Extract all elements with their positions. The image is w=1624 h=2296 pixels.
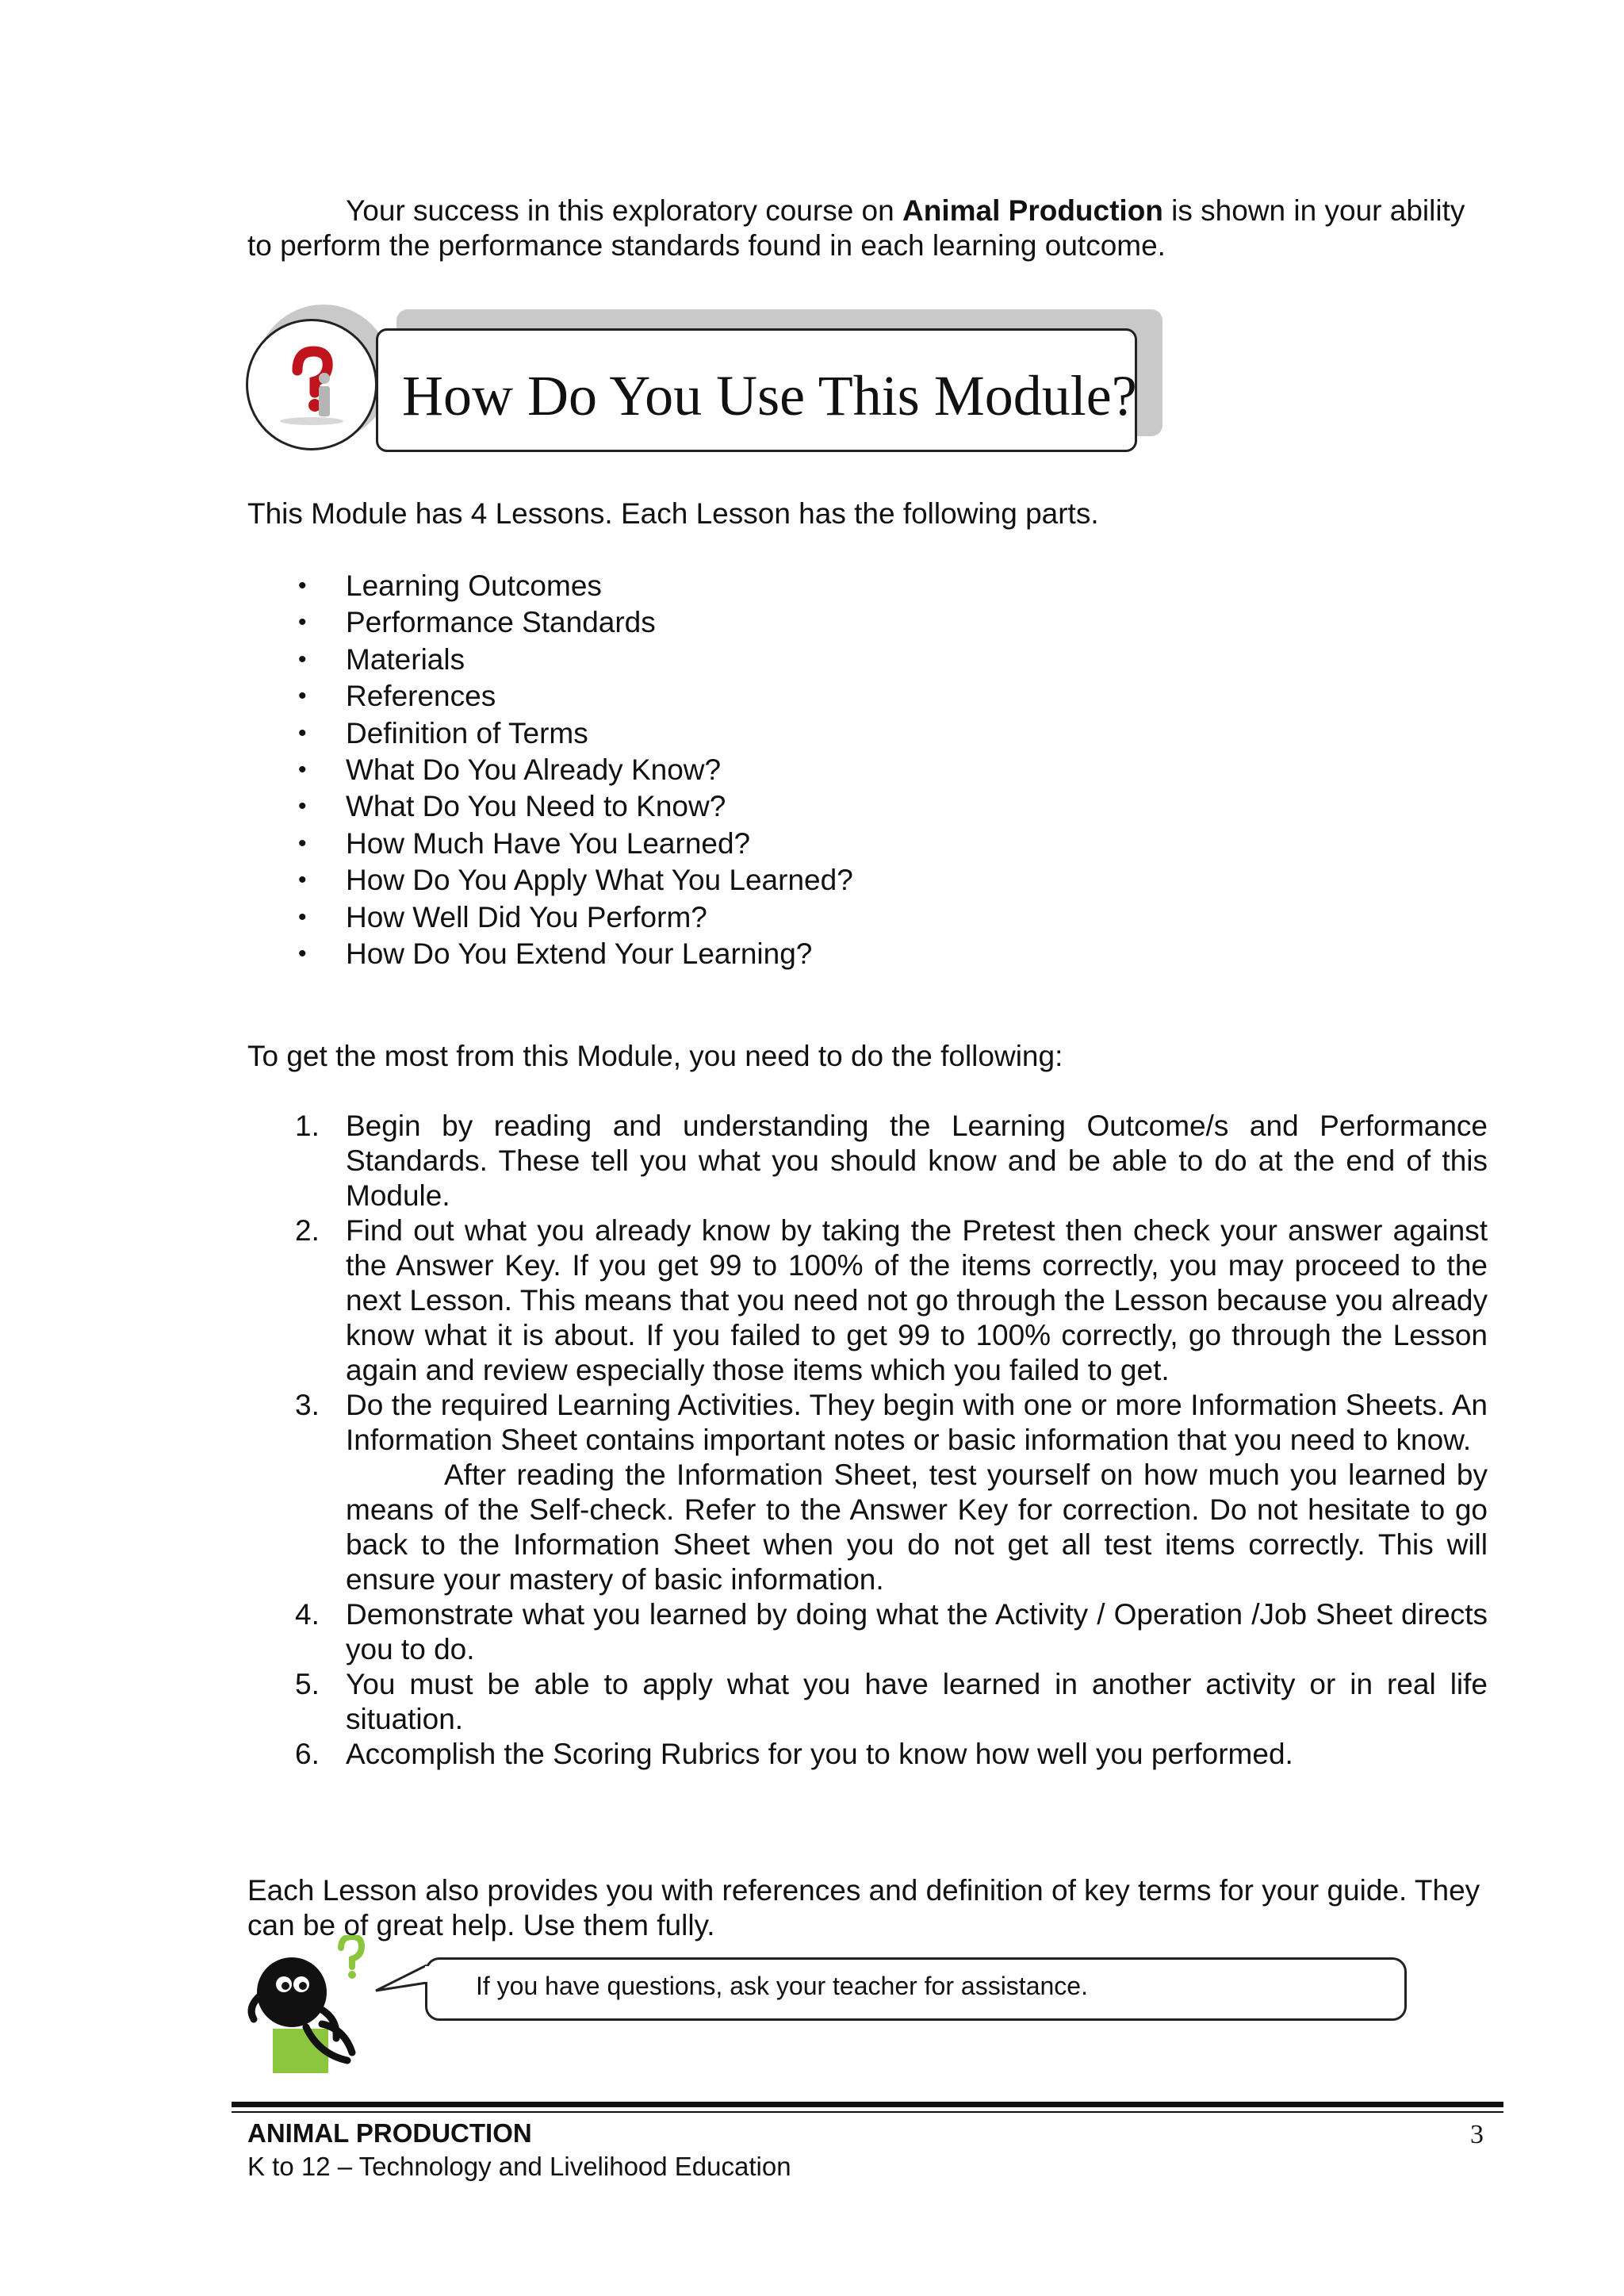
question-mark-figure-icon (248, 321, 375, 448)
list-item: • Definition of Terms (298, 716, 588, 749)
closing-paragraph: Each Lesson also provides you with references and definition of key terms for your guide. They can be of great help. Use them fully. (247, 1874, 1480, 1941)
step-3-continuation: After reading the Information Sheet, test yourself on how much you learned by means of the Self-check. Refer to the Answer Key for correction. Do not hesitate to go back to the Information Sheet when you do not get all test items correctly. This will ensure your mastery of basic information. (346, 1458, 1488, 1596)
list-item: • What Do You Need to Know? (298, 790, 726, 823)
step-item: 6. Accomplish the Scoring Rubrics for you to know how well you performed. (295, 1738, 1293, 1770)
list-item: • How Do You Extend Your Learning? (298, 937, 813, 970)
intro-text-before: Your success in this exploratory course on (346, 194, 902, 227)
footer-title: ANIMAL PRODUCTION (247, 2118, 532, 2148)
list-item: • How Do You Apply What You Learned? (298, 864, 853, 897)
list-item: • How Well Did You Perform? (298, 900, 707, 933)
lesson-parts-list (247, 568, 1358, 972)
module-intro: This Module has 4 Lessons. Each Lesson has the following parts. (247, 497, 1099, 530)
step-item: 2. Find out what you already know by taking the Pretest then check your answer against the Answer Key. If you get 99 to 100% of the items correctly, you may proceed to the next Lesson. This means that you need not go through the Lesson because you already know what it is about. If you failed to get 99 to 100% correctly, go through the Lesson again and review especially those items which you failed to get. (295, 1214, 1488, 1386)
banner-icon-circle (246, 319, 377, 450)
list-item: • Learning Outcomes (298, 569, 602, 602)
step-item: 5. You must be able to apply what you have learned in another activity or in real life situation. (295, 1668, 1488, 1735)
section-title: How Do You Use This Module? (402, 364, 1137, 427)
speech-bubble-tail (373, 1959, 430, 1999)
step-item: 3. Do the required Learning Activities. They begin with one or more Information Sheets. An Information Sheet contains important notes or basic information that you need to know. After reading the Information Sheet, test yourself on how much you learned by means of the Self-check. Refer to the Answer Key for correction. Do not hesitate to go back to the Information Sheet when you do not get all test items correctly. This will ensure your mastery of basic information. (295, 1389, 1488, 1596)
step-item: 1. Begin by reading and understanding the Learning Outcome/s and Performance Standards. These tell you what you should know and be able to do at the end of this Module. (295, 1110, 1488, 1212)
step-item: 4. Demonstrate what you learned by doing what the Activity / Operation /Job Sheet directs you to do. (295, 1598, 1488, 1665)
thinking-character-icon (243, 1935, 385, 2078)
section-heading-banner (246, 305, 1166, 463)
intro-paragraph (247, 194, 1484, 263)
footer-rule-thin (232, 2111, 1503, 2113)
instructions-intro: To get the most from this Module, you need to do the following: (247, 1040, 1063, 1072)
banner-title-box (376, 328, 1137, 452)
speech-bubble-text: If you have questions, ask your teacher for assistance. (476, 1972, 1088, 2000)
intro-course-name: Animal Production (902, 194, 1163, 227)
page-number: 3 (1470, 2120, 1484, 2149)
footer-rule (232, 2102, 1503, 2107)
instruction-steps (247, 1109, 1488, 1772)
intro-text-after: is shown in your ability to perform the performance standards found in each learning outcome. (247, 194, 1465, 262)
list-item: • References (298, 680, 496, 713)
list-item: • Performance Standards (298, 606, 656, 639)
list-item: • What Do You Already Know? (298, 753, 722, 786)
list-item: • How Much Have You Learned? (298, 826, 751, 860)
footer-subtitle: K to 12 – Technology and Livelihood Education (247, 2152, 791, 2181)
list-item: • Materials (298, 642, 465, 676)
